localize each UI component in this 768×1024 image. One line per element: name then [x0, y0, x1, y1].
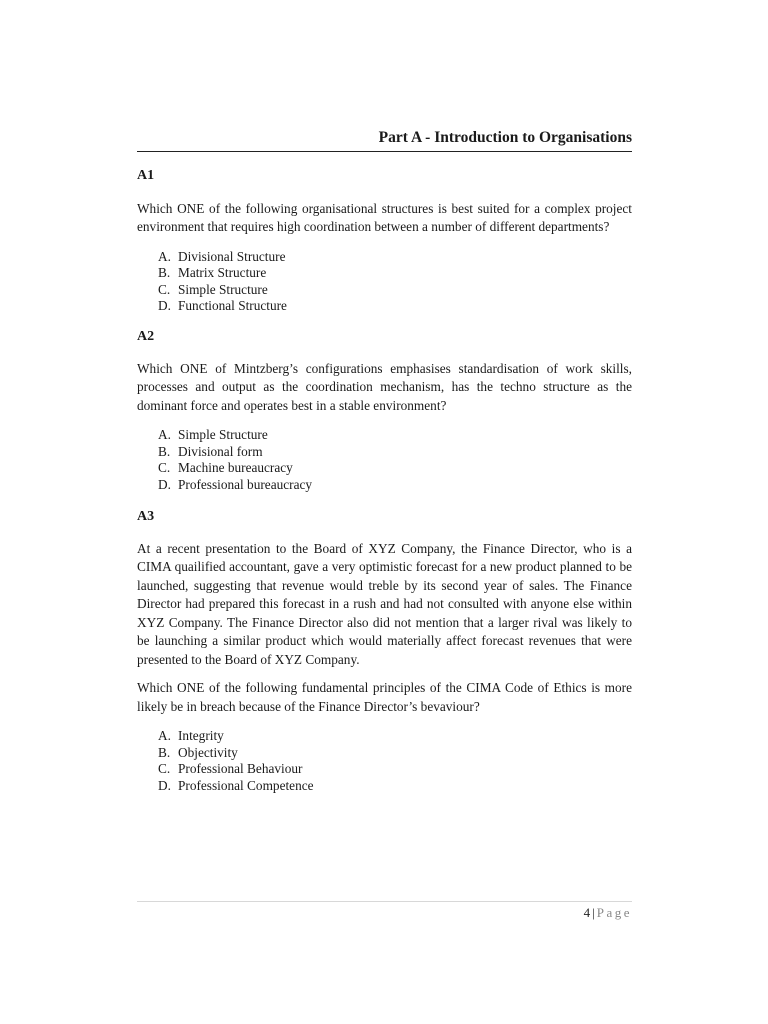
option-text: Professional Behaviour — [178, 761, 303, 776]
option-text: Divisional form — [178, 443, 263, 459]
option-letter: D. — [158, 298, 171, 313]
answer-option — [158, 249, 632, 266]
question-label: A1 — [137, 168, 155, 183]
question-text: Which ONE of Mintzberg’s configurations emphasises standardisation of work skills, processes and output as the coordination mechanism, has the techno structure as the dominant force and operates best in a stable environment? — [137, 360, 632, 413]
option-text: Integrity — [178, 728, 224, 743]
option-letter: A. — [158, 427, 171, 442]
option-text: Simple Structure — [178, 281, 268, 297]
document-page — [137, 0, 632, 1024]
answer-options — [137, 249, 632, 315]
option-letter: B. — [158, 265, 171, 280]
answer-option — [158, 427, 632, 444]
option-text: Professional Competence — [178, 777, 314, 793]
question-label: A3 — [137, 509, 155, 524]
option-letter: B. — [158, 443, 171, 459]
option-letter: A. — [158, 248, 171, 264]
page-number: 4 — [583, 905, 591, 920]
option-letter: B. — [158, 744, 171, 760]
question-a3 — [137, 508, 632, 794]
answer-option — [158, 477, 632, 494]
option-letter: D. — [158, 777, 171, 793]
option-text: Objectivity — [178, 744, 238, 760]
answer-options — [137, 728, 632, 794]
option-letter: C. — [158, 281, 171, 297]
answer-option — [158, 298, 632, 315]
answer-option — [158, 761, 632, 778]
answer-option — [158, 460, 632, 477]
page-header-title: Part A - Introduction to Organisations — [137, 129, 632, 152]
answer-options — [137, 427, 632, 493]
answer-option — [158, 265, 632, 282]
option-letter: C. — [158, 761, 171, 776]
answer-option — [158, 778, 632, 795]
option-letter: A. — [158, 728, 171, 743]
page-footer — [137, 905, 632, 921]
question-text: At a recent presentation to the Board of XYZ Company, the Finance Director, who is a CIMA quailified accountant, gave a very optimistic forecast for a new product planned to be launched, suggesting that revenue would treble by its second year of sales. The Finance Director had prepared this forecast in a rush and had not consulted with anyone else within XYZ Company. The Finance Director also did not mention that a larger rival was likely to be launching a similar product which would materially affect forecast revenues that were presented to the Board of XYZ Company. — [137, 540, 632, 667]
option-text: Simple Structure — [178, 427, 268, 442]
footer-divider — [137, 901, 632, 902]
question-prompt: Which ONE of the following fundamental principles of the CIMA Code of Ethics is more likely be in breach because of the Finance Director’s bevaviour? — [137, 680, 632, 714]
option-letter: D. — [158, 476, 171, 492]
page-separator: | — [592, 905, 595, 920]
question-label: A2 — [137, 329, 155, 344]
answer-option — [158, 728, 632, 745]
option-text: Professional bureaucracy — [178, 476, 313, 492]
option-text: Machine bureaucracy — [178, 460, 293, 475]
question-a2 — [137, 328, 632, 493]
answer-option — [158, 444, 632, 461]
option-text: Functional Structure — [178, 298, 287, 313]
answer-option — [158, 282, 632, 299]
answer-option — [158, 745, 632, 762]
option-letter: C. — [158, 460, 171, 475]
option-text: Matrix Structure — [178, 265, 267, 280]
option-text: Divisional Structure — [178, 248, 286, 264]
question-text: Which ONE of the following organisational structures is best suited for a complex project environment that requires high coordination between a number of different departments? — [137, 200, 632, 234]
page-word: Page — [596, 905, 632, 920]
question-a1 — [137, 167, 632, 315]
